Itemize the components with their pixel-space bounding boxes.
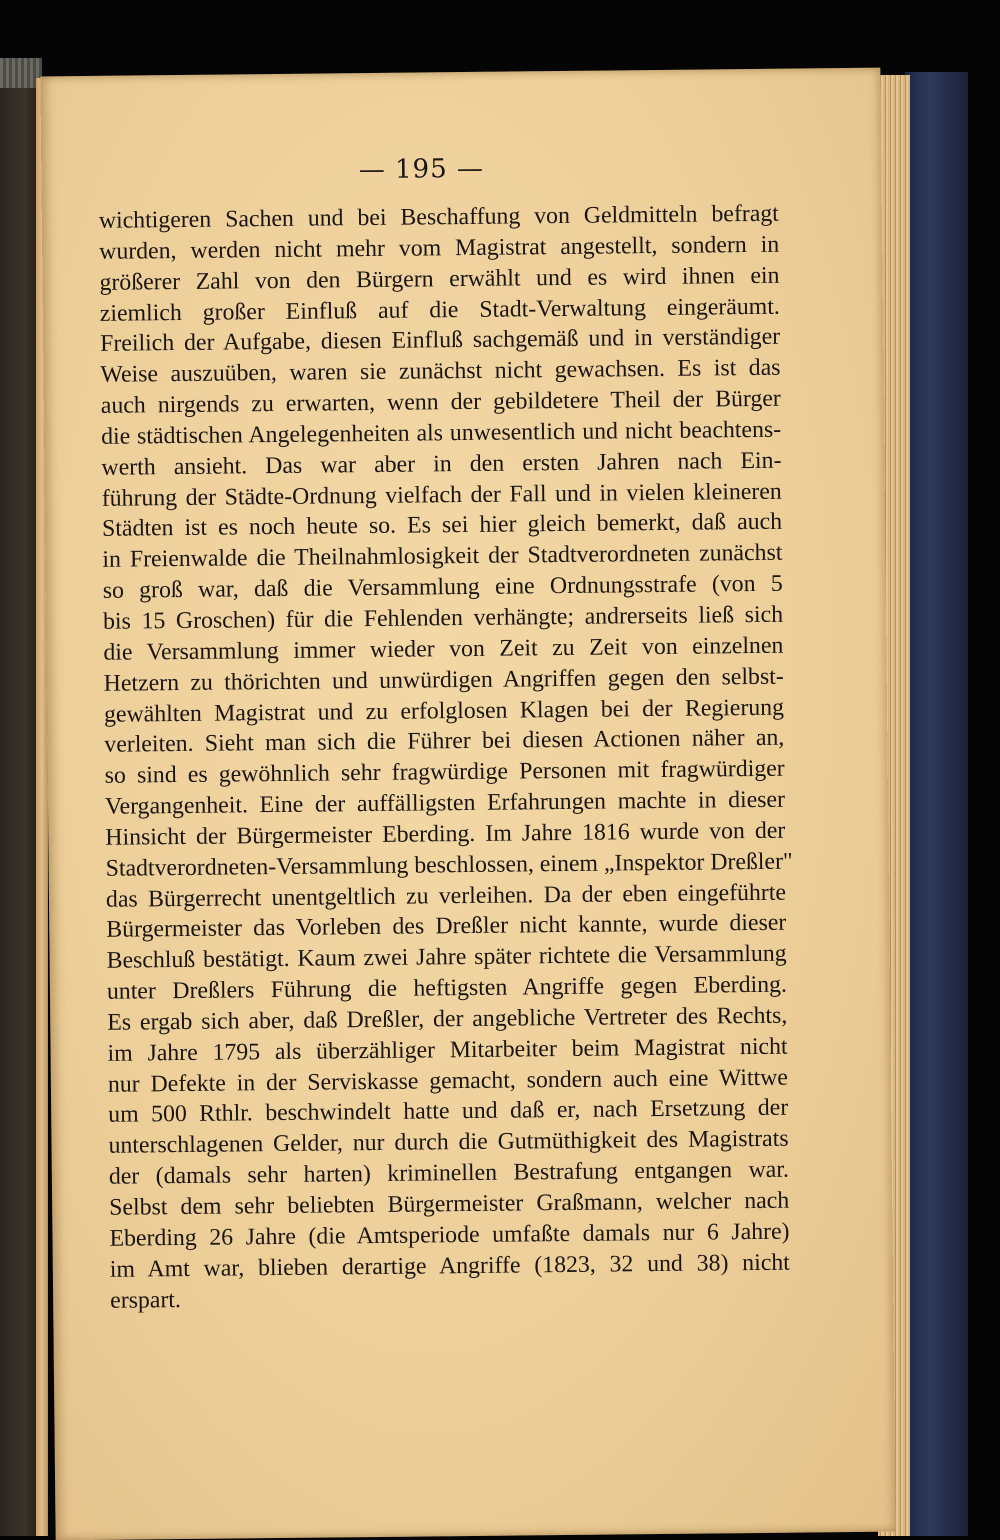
text-line-content: die Versammlung immer wieder von Zeit zu Zeit von einzelnen	[103, 632, 784, 666]
text-line-content: die städtischen Angelegenheiten als unwesentlich und nicht beachtens-	[100, 416, 782, 450]
text-line-content: im Amt war, blieben derartige Angriffe (1823, 32 und 38) nicht	[109, 1249, 790, 1283]
book-page	[40, 68, 895, 1540]
text-line-content: das Bürgerrecht unentgeltlich zu verleihen. Da der eben eingeführte	[105, 879, 787, 913]
text-line-content: Stadtverordneten-Versammlung beschlossen, einem „Inspektor Dreßler"	[105, 848, 793, 882]
text-line-content: Bürgermeister das Vorleben des Dreßler nicht kannte, wurde dieser	[106, 910, 787, 944]
text-line-content: Freilich der Aufgabe, diesen Einfluß sachgemäß und in verständiger	[100, 324, 781, 358]
text-line-content: ziemlich großer Einfluß auf die Stadt-Verwaltung eingeräumt.	[99, 293, 780, 327]
text-line-content: Hinsicht der Bürgermeister Eberding. Im Jahre 1816 wurde von der	[105, 817, 786, 851]
text-line-content: Eberding 26 Jahre (die Amtsperiode umfaßte damals nur 6 Jahre)	[109, 1218, 790, 1252]
text-line-content: unter Dreßlers Führung die heftigsten Angriffe gegen Eberding.	[106, 971, 788, 1005]
text-line-content: bis 15 Groschen) für die Fehlenden verhängte; andrerseits ließ sich	[102, 601, 784, 635]
text-line-content: Es ergab sich aber, daß Dreßler, der angebliche Vertreter des Rechts,	[107, 1002, 788, 1036]
text-line-content: unterschlagenen Gelder, nur durch die Gutmüthigkeit des Magistrats	[108, 1125, 789, 1160]
page-number: — 195 —	[358, 153, 485, 186]
text-line-content: gewählten Magistrat und zu erfolglosen Klagen bei der Regierung	[103, 694, 785, 728]
page-body-text	[99, 199, 791, 1316]
text-line-content: werth ansieht. Das war aber in den ersten Jahren nach Ein-	[101, 447, 782, 481]
right-book-cover	[905, 72, 968, 1536]
text-line-content: verleiten. Sieht man sich die Führer bei diesen Actionen näher an,	[104, 725, 785, 759]
text-line-content: Selbst dem sehr beliebten Bürgermeister Graßmann, welcher nach	[109, 1187, 790, 1221]
text-line-content: Weise auszuüben, waren sie zunächst nicht gewachsen. Es ist das	[100, 354, 781, 389]
text-line-content: Hetzern zu thörichten und unwürdigen Angriffen gegen den selbst-	[103, 663, 784, 697]
text-line-content: um 500 Rthlr. beschwindelt hatte und daß er, nach Ersetzung der	[108, 1095, 789, 1129]
text-line-content: Beschluß bestätigt. Kaum zwei Jahre später richtete die Versammlung	[106, 940, 787, 975]
text-line-content: so sind es gewöhnlich sehr fragwürdige Personen mit fragwürdiger	[104, 755, 785, 789]
text-line-content: führung der Städte-Ordnung vielfach der Fall und in vielen kleineren	[101, 478, 782, 512]
text-line-content: wichtigeren Sachen und bei Beschaffung von Geldmitteln befragt	[98, 200, 779, 234]
text-line-content: wurden, werden nicht mehr vom Magistrat angestellt, sondern in	[99, 231, 780, 265]
text-line-content: so groß war, daß die Versammlung eine Ordnungsstrafe (von 5	[102, 570, 783, 604]
text-line-content: im Jahre 1795 als überzähliger Mitarbeiter beim Magistrat nicht	[107, 1033, 788, 1067]
text-line-content: nur Defekte in der Serviskasse gemacht, sondern auch eine Wittwe	[107, 1064, 789, 1098]
text-line-content: in Freienwalde die Theilnahmlosigkeit der Stadtverordneten zunächst	[102, 539, 783, 574]
text-line-content: Städten ist es noch heute so. Es sei hier gleich bemerkt, daß auch	[101, 509, 783, 543]
text-line-content: Vergangenheit. Eine der auffälligsten Erfahrungen machte in dieser	[104, 786, 786, 820]
text-line-content: erspart.	[110, 1286, 182, 1314]
text-line-content: auch nirgends zu erwarten, wenn der gebildetere Theil der Bürger	[100, 385, 781, 419]
text-line-content: der (damals sehr harten) kriminellen Bestrafung entgangen war.	[108, 1156, 789, 1190]
text-line-content: größerer Zahl von den Bürgern erwählt und es wird ihnen ein	[99, 262, 780, 296]
